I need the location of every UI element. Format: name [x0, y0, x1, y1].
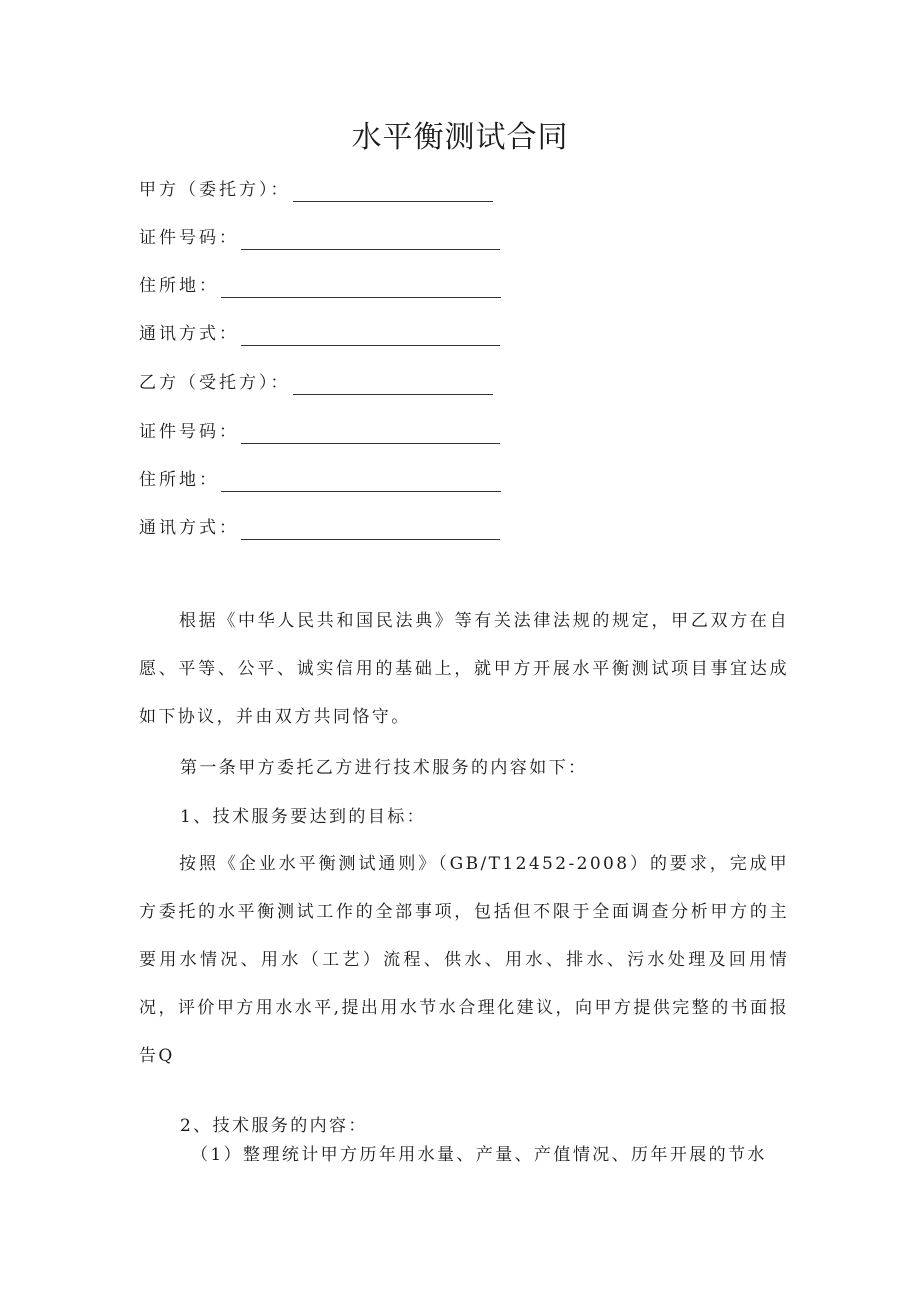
- field-label: 住所地：: [139, 276, 219, 296]
- party-b-address-field: [139, 464, 501, 492]
- blank-line[interactable]: [293, 179, 493, 202]
- field-label: 证件号码：: [139, 422, 239, 442]
- blank-line[interactable]: [241, 517, 500, 540]
- blank-line[interactable]: [293, 372, 493, 395]
- party-a-contact-field: [139, 318, 500, 346]
- party-b-name-field: [139, 367, 493, 395]
- document-title: 水平衡测试合同: [351, 120, 569, 155]
- party-b-id-field: [139, 416, 500, 444]
- field-label: 通讯方式：: [139, 324, 239, 344]
- party-a-address-field: [139, 270, 501, 298]
- blank-line[interactable]: [241, 421, 500, 444]
- item-2-sub-1: （1）整理统计甲方历年用水量、产量、产值情况、历年开展的节水: [191, 1145, 767, 1165]
- party-a-name-field: [139, 174, 493, 202]
- article-1-heading: 第一条甲方委托乙方进行技术服务的内容如下：: [180, 758, 588, 778]
- field-label: 证件号码：: [139, 228, 239, 248]
- blank-line[interactable]: [221, 469, 501, 492]
- blank-line[interactable]: [241, 227, 500, 250]
- item-1-paragraph: 按照《企业水平衡测试通则》（GB/T12452-2008）的要求，完成甲方委托的水平衡测试工作的全部事项，包括但不限于全面调查分析甲方的主要用水情况、用水（工艺）流程、供水、用水、排水、污水处理及回用情况，评价甲方用水水平,提出用水节水合理化建议，向甲方提供完整的书面报告Q: [139, 854, 789, 1066]
- party-a-id-field: [139, 222, 500, 250]
- field-label: 甲方（委托方）：: [139, 180, 291, 200]
- blank-line[interactable]: [221, 275, 501, 298]
- preamble-paragraph: 根据《中华人民共和国民法典》等有关法律法规的规定，甲乙双方在自愿、平等、公平、诚实信用的基础上，就甲方开展水平衡测试项目事宜达成如下协议，并由双方共同恪守。: [139, 611, 789, 727]
- field-label: 住所地：: [139, 470, 219, 490]
- item-1-heading: 1、技术服务要达到的目标：: [180, 807, 427, 827]
- field-label: 通讯方式：: [139, 518, 239, 538]
- field-label: 乙方（受托方）：: [139, 373, 291, 393]
- party-b-contact-field: [139, 512, 500, 540]
- blank-line[interactable]: [241, 323, 500, 346]
- item-2-heading: 2、技术服务的内容：: [180, 1116, 368, 1136]
